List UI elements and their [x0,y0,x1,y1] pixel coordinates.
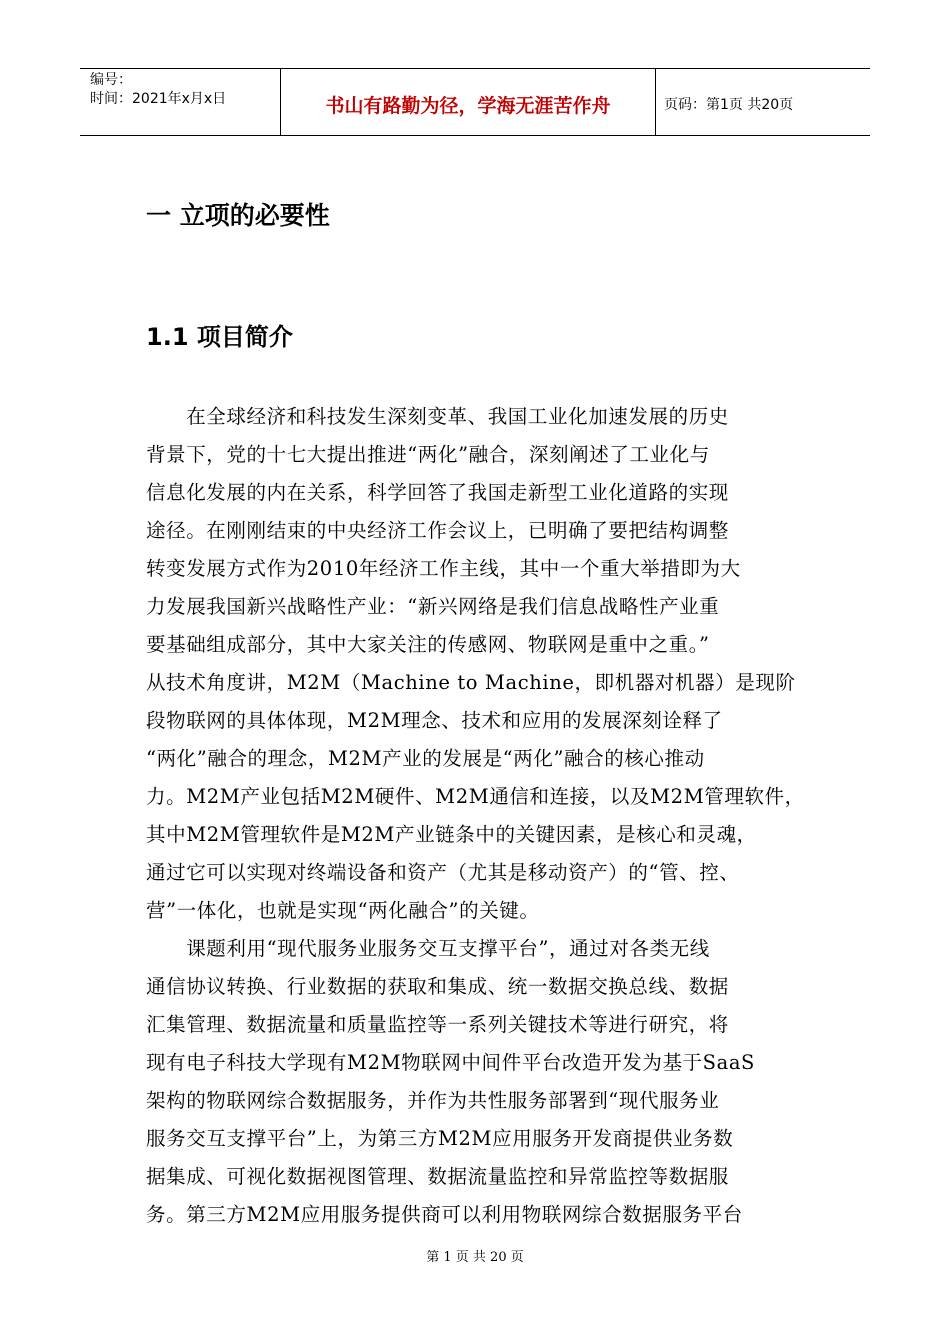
body-line: 汇集管理、数据流量和质量监控等一系列关键技术等进行研究，将 [146,1013,729,1036]
header-motto: 书山有路勤为径，学海无涯苦作舟 [281,69,656,135]
body-line: 从技术角度讲，M2M（Machine to Machine，即机器对机器）是现阶 [146,671,796,694]
page-footer: 第 1 页 共 20 页 [426,1250,524,1265]
body-line: 通过它可以实现对终端设备和资产（尤其是移动资产）的“管、控、 [146,861,740,884]
body-line: 服务交互支撑平台”上，为第三方M2M应用服务开发商提供业务数 [146,1127,734,1150]
body-line: 力。M2M产业包括M2M硬件、M2M通信和连接，以及M2M管理软件， [146,785,805,808]
body-line: “两化”融合的理念，M2M产业的发展是“两化”融合的核心推动 [146,747,705,770]
body-paragraphs [146,398,812,1234]
body-line: 途径。在刚刚结束的中央经济工作会议上，已明确了要把结构调整 [146,519,729,542]
body-line: 营”一体化，也就是实现“两化融合”的关键。 [146,899,540,922]
body-line: 背景下，党的十七大提出推进“两化”融合，深刻阐述了工业化与 [146,443,710,466]
body-line: 信息化发展的内在关系，科学回答了我国走新型工业化道路的实现 [146,481,729,504]
body-line: 要基础组成部分，其中大家关注的传感网、物联网是重中之重。” [146,633,710,656]
body-line: 课题利用“现代服务业服务交互支撑平台”，通过对各类无线 [146,937,710,960]
header-meta-cell [80,69,281,135]
body-line: 段物联网的具体体现，M2M理念、技术和应用的发展深刻诠释了 [146,709,723,732]
header-page-info: 页码：第1页 共20页 [664,97,794,113]
document-number-label: 编号： [90,72,132,88]
body-line: 务。第三方M2M应用服务提供商可以利用物联网综合数据服务平台 [146,1203,743,1226]
body-line: 据集成、可视化数据视图管理、数据流量监控和异常监控等数据服 [146,1165,729,1188]
document-header [80,68,870,136]
section-heading: 一 立项的必要性 [146,201,330,230]
body-line: 力发展我国新兴战略性产业：“新兴网络是我们信息战略性产业重 [146,595,720,618]
body-line: 通信协议转换、行业数据的获取和集成、统一数据交换总线、数据 [146,975,729,998]
document-date: 时间：2021年x月x日 [90,91,227,107]
body-line: 现有电子科技大学现有M2M物联网中间件平台改造开发为基于SaaS [146,1051,756,1074]
subsection-heading: 1.1 项目简介 [146,323,293,351]
body-line: 其中M2M管理软件是M2M产业链条中的关键因素，是核心和灵魂， [146,823,757,846]
body-line: 转变发展方式作为2010年经济工作主线，其中一个重大举措即为大 [146,557,741,580]
body-line: 在全球经济和科技发生深刻变革、我国工业化加速发展的历史 [146,405,729,428]
body-line: 架构的物联网综合数据服务，并作为共性服务部署到“现代服务业 [146,1089,720,1112]
